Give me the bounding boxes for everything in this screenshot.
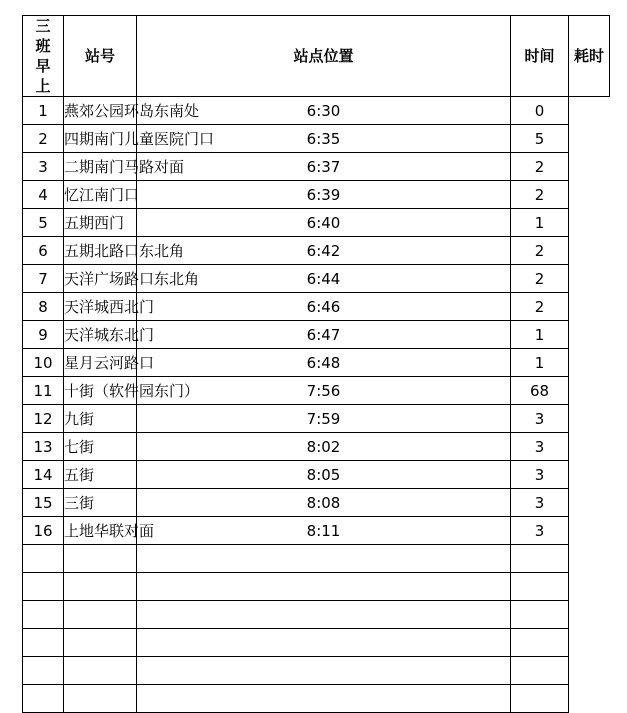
table-row: [23, 125, 610, 153]
header-location: 站点位置: [137, 16, 511, 97]
duration-cell: 2: [511, 237, 569, 265]
station-no-cell: 3: [23, 153, 64, 181]
duration-cell: 1: [511, 209, 569, 237]
empty-cell: [137, 545, 511, 573]
time-cell: 7:56: [137, 377, 511, 405]
empty-cell: [511, 657, 569, 685]
time-cell: 6:44: [137, 265, 511, 293]
empty-cell: [64, 629, 137, 657]
duration-cell: 3: [511, 405, 569, 433]
schedule-body: [23, 97, 610, 713]
location-cell: 天洋城西北门: [64, 293, 137, 321]
empty-row: [23, 629, 610, 657]
station-no-cell: 16: [23, 517, 64, 545]
empty-cell: [137, 657, 511, 685]
empty-cell: [23, 601, 64, 629]
station-no-cell: 11: [23, 377, 64, 405]
time-cell: 6:42: [137, 237, 511, 265]
time-cell: 8:05: [137, 461, 511, 489]
station-no-cell: 6: [23, 237, 64, 265]
empty-row: [23, 601, 610, 629]
location-cell: 七街: [64, 433, 137, 461]
header-duration: 耗时: [569, 16, 610, 97]
station-no-cell: 4: [23, 181, 64, 209]
station-no-cell: 8: [23, 293, 64, 321]
location-cell: 二期南门马路对面: [64, 153, 137, 181]
time-cell: 6:35: [137, 125, 511, 153]
empty-row: [23, 573, 610, 601]
empty-cell: [511, 545, 569, 573]
station-no-cell: 9: [23, 321, 64, 349]
empty-cell: [511, 601, 569, 629]
empty-row: [23, 657, 610, 685]
empty-cell: [64, 573, 137, 601]
empty-cell: [23, 545, 64, 573]
duration-cell: 2: [511, 153, 569, 181]
duration-cell: 5: [511, 125, 569, 153]
time-cell: 6:30: [137, 97, 511, 125]
location-cell: 五街: [64, 461, 137, 489]
empty-cell: [64, 685, 137, 713]
empty-cell: [64, 545, 137, 573]
empty-cell: [137, 573, 511, 601]
empty-cell: [137, 685, 511, 713]
empty-cell: [23, 657, 64, 685]
table-row: [23, 461, 610, 489]
table-row: [23, 405, 610, 433]
header-row: [23, 16, 610, 97]
time-cell: 8:02: [137, 433, 511, 461]
station-no-cell: 12: [23, 405, 64, 433]
location-cell: 天洋广场路口东北角: [64, 265, 137, 293]
duration-cell: 2: [511, 293, 569, 321]
location-cell: 天洋城东北门: [64, 321, 137, 349]
time-cell: 6:47: [137, 321, 511, 349]
time-cell: 7:59: [137, 405, 511, 433]
time-cell: 6:37: [137, 153, 511, 181]
time-cell: 8:11: [137, 517, 511, 545]
empty-cell: [511, 573, 569, 601]
duration-cell: 3: [511, 517, 569, 545]
duration-cell: 68: [511, 377, 569, 405]
duration-cell: 3: [511, 461, 569, 489]
duration-cell: 2: [511, 181, 569, 209]
location-cell: 忆江南门口: [64, 181, 137, 209]
empty-cell: [23, 573, 64, 601]
location-cell: 五期北路口东北角: [64, 237, 137, 265]
empty-row: [23, 545, 610, 573]
table-row: [23, 97, 610, 125]
group-label: 三班早上: [35, 17, 51, 95]
table-row: [23, 321, 610, 349]
station-no-cell: 13: [23, 433, 64, 461]
duration-cell: 3: [511, 433, 569, 461]
time-cell: 6:48: [137, 349, 511, 377]
location-cell: 星月云河路口: [64, 349, 137, 377]
time-cell: 6:46: [137, 293, 511, 321]
empty-cell: [64, 657, 137, 685]
table-row: [23, 181, 610, 209]
duration-cell: 2: [511, 265, 569, 293]
bus-schedule-table: [22, 15, 610, 713]
station-no-cell: 14: [23, 461, 64, 489]
time-cell: 8:08: [137, 489, 511, 517]
location-cell: 四期南门儿童医院门口: [64, 125, 137, 153]
header-time: 时间: [511, 16, 569, 97]
table-row: [23, 209, 610, 237]
location-cell: 三街: [64, 489, 137, 517]
table-row: [23, 237, 610, 265]
table-row: [23, 377, 610, 405]
station-no-cell: 1: [23, 97, 64, 125]
duration-cell: 3: [511, 489, 569, 517]
empty-cell: [23, 685, 64, 713]
table-row: [23, 265, 610, 293]
location-cell: 十街（软件园东门）: [64, 377, 137, 405]
location-cell: 燕郊公园环岛东南处: [64, 97, 137, 125]
location-cell: 九街: [64, 405, 137, 433]
station-no-cell: 10: [23, 349, 64, 377]
table-row: [23, 153, 610, 181]
time-cell: 6:39: [137, 181, 511, 209]
station-no-cell: 7: [23, 265, 64, 293]
location-cell: 上地华联对面: [64, 517, 137, 545]
empty-cell: [23, 629, 64, 657]
empty-cell: [137, 629, 511, 657]
time-cell: 6:40: [137, 209, 511, 237]
empty-row: [23, 685, 610, 713]
duration-cell: 0: [511, 97, 569, 125]
header-station-no: 站号: [64, 16, 137, 97]
table-row: [23, 293, 610, 321]
station-no-cell: 2: [23, 125, 64, 153]
group-label-cell: [23, 16, 64, 97]
empty-cell: [64, 601, 137, 629]
duration-cell: 1: [511, 321, 569, 349]
table-row: [23, 349, 610, 377]
table-row: [23, 433, 610, 461]
duration-cell: 1: [511, 349, 569, 377]
table-row: [23, 517, 610, 545]
empty-cell: [137, 601, 511, 629]
station-no-cell: 5: [23, 209, 64, 237]
table-row: [23, 489, 610, 517]
empty-cell: [511, 685, 569, 713]
station-no-cell: 15: [23, 489, 64, 517]
location-cell: 五期西门: [64, 209, 137, 237]
empty-cell: [511, 629, 569, 657]
